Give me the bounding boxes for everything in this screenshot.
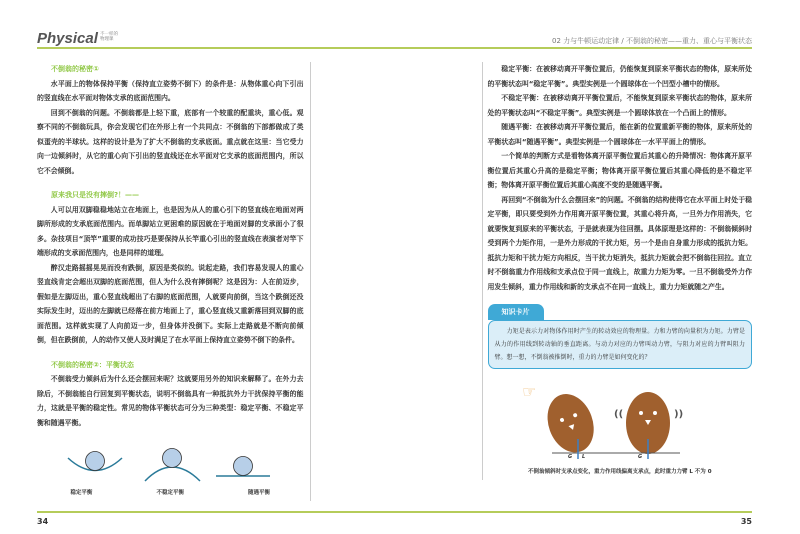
stable-equilibrium-figure [68,452,122,471]
paragraph: 回到不倒翁的问题。不倒翁都是上轻下重，底部有一个较重的配重块，重心低。观察不同的不倒翁玩具，你会发现它们在外形上有一个共同点：不倒翁的下部都做成了类似蛋壳的半球状。这样的设计是为了扩大不倒翁的支承底面。重点就在这里：当它受力向一边倾斜时，从它的重心向下引出的竖直线还在水平面对它支承的底面范围内，所以它不会倾倒。 [37,108,304,175]
paragraph: 人可以用双脚稳稳地站立在地面上，也是因为从人的重心引下的竖直线在地面对两脚所形成的支承底面范围内。而单脚站立更困难的原因就在于地面对脚的支承面小了很多。杂技项目“顶竿”重要的成功技巧是要保持从长竿重心引出的竖直线在表演者对竿下端形成的支承面范围内，也是同样的道理。 [37,205,304,257]
tumbler-illustration [510,375,730,461]
left-page-body [37,62,311,501]
g-label: G [567,454,572,460]
unstable-equilibrium-figure [145,449,200,482]
paragraph: 不倒翁受力倾斜后为什么还会摆回来呢？这就要用另外的知识来解释了。在外力去除后，不倒翁能自行回复到平衡状态，说明不倒翁具有一种抵抗外力干扰保持平衡的能力，这就是平衡的稳定性。常见的物体平衡状态可分为三种类型：稳定平衡、不稳定平衡和随遇平衡。 [37,375,304,427]
tilted-tumbler [539,388,601,459]
equilibrium-diagram [60,438,280,484]
svg-text:((: (( [613,409,623,420]
right-page-body [482,62,753,480]
knowledge-card [488,320,753,369]
section-heading: 不倒翁的秘密① [51,65,99,73]
page-footer [37,511,752,526]
running-head: 02 力与牛顿运动定律 / 不倒翁的秘密——重力、重心与平衡状态 [552,37,752,45]
book-brand: Physical [37,30,98,47]
paragraph: 醉汉走路摇摇晃晃而没有跌倒，原因是类似的。说起走路，我们容易发现人的重心竖直线肯定会超出双脚的底面范围，但人为什么没有摔倒呢？这是因为：人在前迈步，假如是左脚迈出，重心竖直线超出了右脚的底面范围，人就要向前倒，当这个跌倒还没实际发生时，迈出的左脚就已经落在前方地面上了，重心竖直线又重新落回到双脚的底面范围。这样就实现了人向前迈一步，但身体并没倒下。实际上走路就是不断向前倾倒，但在跌倒前，人的动作又使人及时满足了在水平面上保持直立姿势不倒下的条件。 [37,263,304,344]
book-brand-subtitle: 不一样的物理课 [100,32,118,42]
page-number-right: 35 [740,516,752,526]
neutral-equilibrium-figure [216,457,270,477]
knowledge-card-text: 力矩是表示力对物体作用时产生的转动效应的物理量。力和力臂的向量积为力矩。力臂是从力的作用线到转动轴的垂直距离。与动力对应的力臂叫动力臂，与阻力对应的力臂叫阻力臂。想一想，不倒翁被推倒时，重力的力臂是如何变化的？ [494,328,745,361]
pointing-hand-icon: ☞ [521,382,537,401]
paragraph: 一个简单的判断方式是看物体离开原平衡位置后其重心的升降情况：物体离开原平衡位置后其重心升高的是稳定平衡；物体离开原平衡位置后其重心降低的是不稳定平衡；物体离开原平衡位置后其重心高度不变的是随遇平衡。 [487,152,752,189]
paragraph: 随遇平衡：在被移动离开平衡位置后，能在新的位置重新平衡的物体，原来所处的平衡状态叫“随遇平衡”。典型实例是一个圆球体在一水平平面上的情形。 [487,123,752,146]
figure-label: 稳定平衡 [70,490,93,496]
figure-label: 随遇平衡 [248,490,271,496]
g-label: G [637,454,642,460]
svg-text:)): )) [673,409,683,420]
footer-rule [37,511,752,513]
l-label: L [581,454,585,460]
paragraph: 水平面上的物体保持平衡（保持直立姿势不倒下）的条件是：从物体重心向下引出的竖直线在水平面对物体支承的底面范围内。 [37,79,304,102]
knowledge-card-title: 知识卡片 [488,304,544,320]
section-heading: 原来我只是没有摔倒?！—— [51,191,140,199]
page-number-left: 34 [37,516,49,526]
header-rule [37,47,752,49]
figure-label: 不稳定平衡 [156,490,184,496]
section-heading: 不倒翁的秘密②：平衡状态 [51,360,134,369]
paragraph: 稳定平衡：在被移动离开平衡位置后，仍能恢复到原来平衡状态的物体，原来所处的平衡状态叫“稳定平衡”。典型实例是一个圆球体在一个凹型小槽中的情形。 [487,65,752,88]
paragraph: 不稳定平衡：在被移动离开平衡位置后，不能恢复到原来平衡状态的物体，原来所处的平衡状态叫“不稳定平衡”。典型实例是一个圆球体放在一个凸面上的情形。 [487,94,752,117]
figure-caption: 不倒翁倾斜时支承点变化，重力作用线偏离支承点，此时重力力臂 L 不为 0 [527,469,712,475]
paragraph: 再回到“不倒翁为什么会摆回来”的问题。不倒翁的结构使得它在水平面上时处于稳定平衡，即只要受到外力作用离开原平衡位置，其重心将升高，一旦外力作用消失，它就要恢复到原来的平衡状态，于是就表现为往回摆。具体原理是这样的：不倒翁倾斜时受到两个力矩作用，一是外力形成的干扰力矩，另一个是由自身重力形成的抵抗力矩。抵抗力矩和干扰力矩方向相反，当干扰力矩消失，抵抗力矩就会把不倒翁往回拉。直立时不倒翁重力作用线和支承点位于同一直线上，故重力力矩为零。一旦不倒翁受外力作用发生倾斜，重力作用线和新的支承点不在同一直线上，重力力矩就随之产生。 [487,195,752,291]
